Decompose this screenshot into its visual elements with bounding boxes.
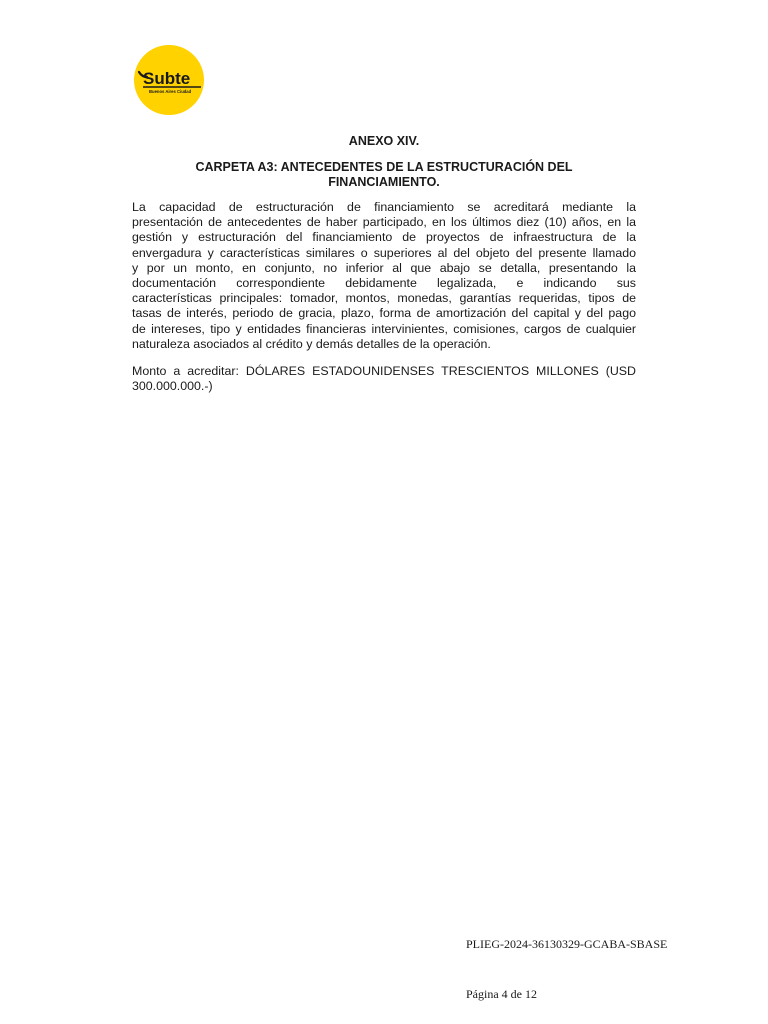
amount-line-1: Monto a acreditar: DÓLARES ESTADOUNIDENSES TRESCIENTOS MILLONES (USD bbox=[132, 364, 636, 378]
subte-logo-graphic bbox=[133, 44, 205, 116]
paragraph-line: naturaleza asociados al crédito y demás detalles de la operación. bbox=[132, 336, 491, 351]
annex-title: ANEXO XIV. bbox=[348, 134, 420, 148]
logo-brand-text: Subte bbox=[143, 69, 191, 88]
folder-title-line-2: FINANCIAMIENTO. bbox=[328, 175, 440, 189]
paragraph-line: tasas de interés, periodo de gracia, plazo, forma de amortización del capital y del pago bbox=[132, 306, 636, 321]
paragraph-line: presentación de antecedentes de haber participado, en los últimos diez (10) años, en la bbox=[132, 215, 636, 230]
paragraph-line: y por un monto, en conjunto, no inferior al que abajo se detalla, presentando la bbox=[132, 260, 636, 275]
paragraph-line: de intereses, tipo y entidades financieras intervinientes, comisiones, cargos de cualquier bbox=[132, 321, 636, 336]
subte-logo bbox=[133, 44, 205, 116]
amount-paragraph bbox=[132, 364, 636, 394]
amount-line-2: 300.000.000.-) bbox=[132, 379, 213, 394]
folder-title-line-1: CARPETA A3: ANTECEDENTES DE LA ESTRUCTURACIÓN DEL bbox=[195, 160, 573, 174]
document-id: PLIEG-2024-36130329-GCABA-SBASE bbox=[466, 937, 668, 951]
requirements-paragraph bbox=[132, 200, 636, 352]
paragraph-line: envergadura y características similares o superiores al del objeto del presente llamado bbox=[132, 245, 636, 260]
logo-tagline-text: Buenos Aires Ciudad bbox=[149, 89, 192, 94]
folder-title bbox=[132, 160, 636, 190]
paragraph-line: La capacidad de estructuración de financiamiento se acreditará mediante la bbox=[132, 200, 636, 214]
paragraph-line: características principales: tomador, montos, monedas, garantías requeridas, tipos de bbox=[132, 291, 636, 306]
paragraph-line: documentación correspondiente debidamente legalizada, e indicando sus bbox=[132, 275, 636, 290]
page-number: Página 4 de 12 bbox=[466, 987, 537, 1001]
paragraph-line: gestión y estructuración del financiamiento de proyectos de infraestructura de la bbox=[132, 230, 636, 245]
